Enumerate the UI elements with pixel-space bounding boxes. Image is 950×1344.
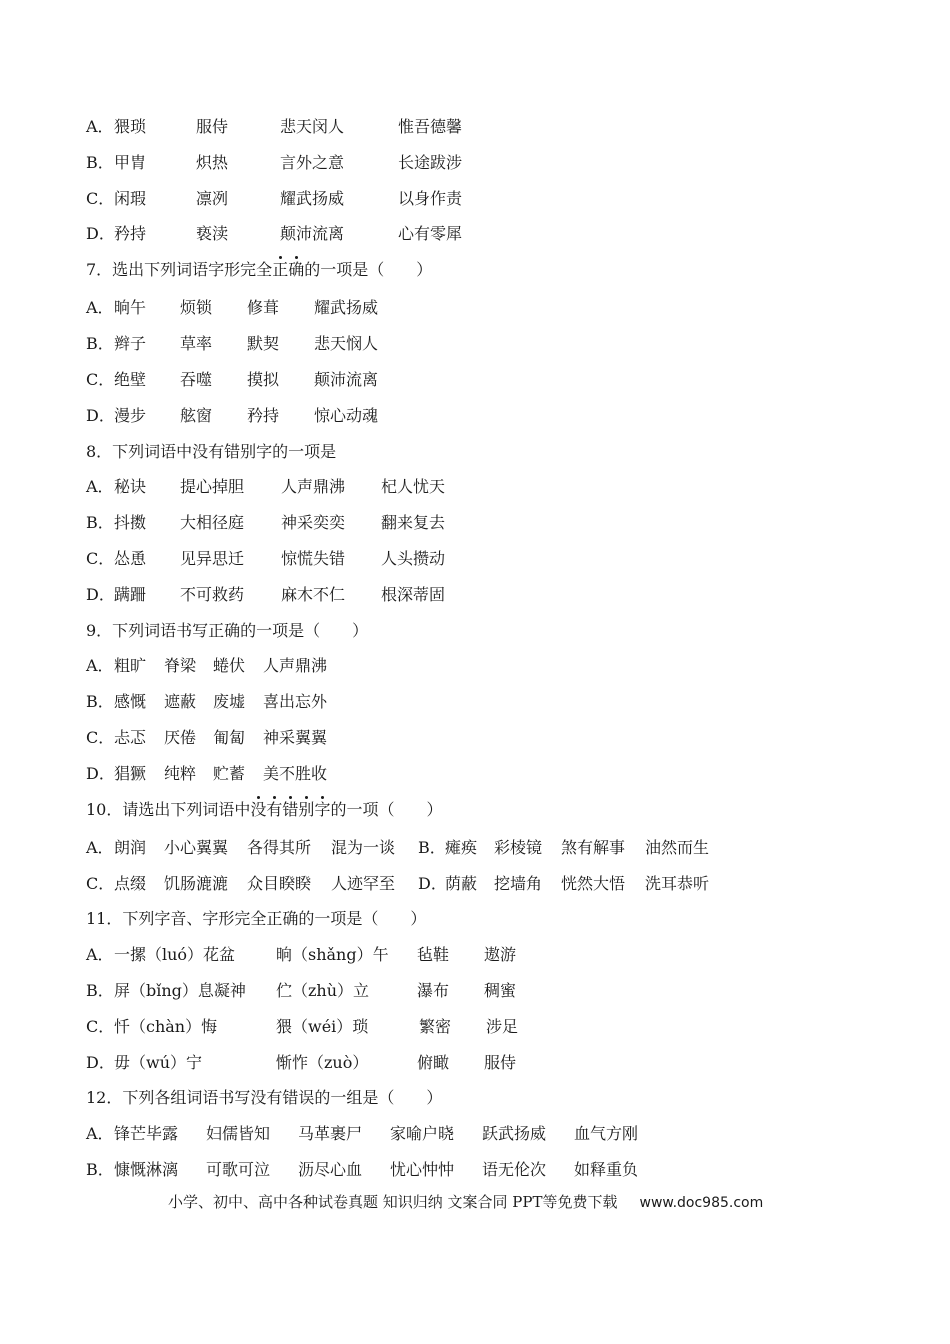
option-word: 屏（bǐng）息凝神 bbox=[114, 981, 246, 1000]
option-word: 瀑布 bbox=[417, 981, 450, 1000]
option-word: 喜出忘外 bbox=[263, 692, 328, 711]
option-word: 语无伦次 bbox=[482, 1160, 547, 1179]
option-word: 毋（wú）宁 bbox=[114, 1053, 203, 1072]
emphasis-char: 有 bbox=[266, 800, 283, 819]
option-word: 不可救药 bbox=[180, 585, 245, 604]
option-letter: A． bbox=[86, 945, 114, 964]
q10-stem bbox=[86, 797, 442, 823]
option-letter: C． bbox=[86, 189, 115, 208]
option-word: 蹒跚 bbox=[114, 585, 147, 604]
emphasis-char: 字 bbox=[314, 800, 331, 819]
option-word: 辫子 bbox=[114, 334, 147, 353]
option-word: 洗耳恭听 bbox=[645, 874, 710, 893]
option-letter: B． bbox=[86, 334, 114, 353]
option-word: 如释重负 bbox=[574, 1160, 639, 1179]
footer-site-link[interactable]: www.doc985.com bbox=[639, 1195, 764, 1211]
option-word: 晌午 bbox=[114, 298, 147, 317]
option-word: 根深蒂固 bbox=[381, 585, 446, 604]
option-letter: A． bbox=[86, 477, 114, 496]
option-word: 惊心动魂 bbox=[314, 406, 379, 425]
option-word: 厌倦 bbox=[164, 728, 197, 747]
option-word: 舷窗 bbox=[180, 406, 213, 425]
option-word: 服侍 bbox=[484, 1053, 517, 1072]
option-word: 慷慨淋漓 bbox=[114, 1160, 179, 1179]
option-word: 提心掉胆 bbox=[180, 477, 245, 496]
option-word: 煞有解事 bbox=[561, 838, 626, 857]
option-word: 猥（wéi）琐 bbox=[276, 1017, 369, 1036]
option-word: 耀武扬威 bbox=[280, 189, 345, 208]
option-word: 涉足 bbox=[486, 1017, 519, 1036]
option-word: 可歌可泣 bbox=[206, 1160, 271, 1179]
option-word: 炽热 bbox=[196, 153, 229, 172]
option-letter: D． bbox=[86, 224, 115, 243]
question-text: 的一项是（ ） bbox=[304, 260, 433, 279]
option-word: 颠沛流离 bbox=[314, 370, 379, 389]
option-word: 蜷伏 bbox=[213, 656, 246, 675]
option-letter: D． bbox=[86, 1053, 115, 1072]
option-word: 言外之意 bbox=[280, 153, 345, 172]
option-word: 脊梁 bbox=[164, 656, 197, 675]
option-word: 人头攒动 bbox=[381, 549, 446, 568]
option-word: 抖擞 bbox=[114, 513, 147, 532]
option-word: 血气方刚 bbox=[574, 1124, 639, 1143]
option-word: 人声鼎沸 bbox=[281, 477, 346, 496]
option-word: 饥肠漉漉 bbox=[164, 874, 229, 893]
option-word: 默契 bbox=[247, 334, 280, 353]
option-word: 遮蔽 bbox=[164, 692, 197, 711]
option-word: 惭怍（zuò） bbox=[276, 1053, 369, 1072]
question-text: 7．选出下列词语字形完全 bbox=[86, 260, 273, 279]
option-word: 惊慌失错 bbox=[281, 549, 346, 568]
option-letter: A． bbox=[86, 838, 114, 857]
option-word: 闲瑕 bbox=[114, 189, 147, 208]
option-word: 油然而生 bbox=[645, 838, 710, 857]
option-word: 跃武扬威 bbox=[482, 1124, 547, 1143]
option-word: 混为一谈 bbox=[331, 838, 396, 857]
option-word: 翻来复去 bbox=[381, 513, 446, 532]
emphasis-char: 确 bbox=[288, 260, 305, 279]
option-word: 一摞（luó）花盆 bbox=[114, 945, 236, 964]
option-word: 悲天悯人 bbox=[314, 334, 379, 353]
option-letter: A． bbox=[86, 298, 114, 317]
option-word: 贮蓄 bbox=[213, 764, 246, 783]
option-word: 粗旷 bbox=[114, 656, 147, 675]
option-word: 漫步 bbox=[114, 406, 147, 425]
q8-stem: 8．下列词语中没有错别字的一项是 bbox=[86, 442, 337, 461]
option-word: 锋芒毕露 bbox=[114, 1124, 179, 1143]
option-word: 荫蔽 bbox=[445, 874, 478, 893]
option-word: 恍然大悟 bbox=[561, 874, 626, 893]
option-word: 悲天闵人 bbox=[280, 117, 345, 136]
option-word: 心有零犀 bbox=[398, 224, 463, 243]
option-letter: B． bbox=[86, 153, 114, 172]
option-word: 杞人忧天 bbox=[381, 477, 446, 496]
option-letter: C． bbox=[86, 1017, 115, 1036]
option-word: 美不胜收 bbox=[263, 764, 328, 783]
option-word: 忐忑 bbox=[114, 728, 147, 747]
option-word: 匍匐 bbox=[213, 728, 246, 747]
option-word: 耀武扬威 bbox=[314, 298, 379, 317]
option-letter: B． bbox=[86, 1160, 114, 1179]
option-word: 麻木不仁 bbox=[281, 585, 346, 604]
question-text: 10．请选出下列词语中 bbox=[86, 800, 251, 819]
option-word: 家喻户晓 bbox=[390, 1124, 455, 1143]
option-word: 秘诀 bbox=[114, 477, 147, 496]
option-letter: B． bbox=[86, 981, 114, 1000]
option-word: 神采翼翼 bbox=[263, 728, 328, 747]
option-word: 挖墙角 bbox=[494, 874, 543, 893]
option-word: 忧心忡忡 bbox=[390, 1160, 455, 1179]
option-word: 各得其所 bbox=[247, 838, 312, 857]
option-word: 吞噬 bbox=[180, 370, 213, 389]
option-letter: D． bbox=[86, 585, 115, 604]
option-word: 忏（chàn）悔 bbox=[114, 1017, 218, 1036]
option-word: 草率 bbox=[180, 334, 213, 353]
option-letter: B． bbox=[86, 692, 114, 711]
option-word: 妇儒皆知 bbox=[206, 1124, 271, 1143]
option-letter: A． bbox=[86, 117, 114, 136]
option-letter: D． bbox=[418, 874, 447, 893]
option-word: 凛冽 bbox=[196, 189, 229, 208]
page-footer bbox=[168, 1190, 763, 1214]
q9-stem: 9．下列词语书写正确的一项是（ ） bbox=[86, 621, 369, 640]
option-letter: D． bbox=[86, 406, 115, 425]
option-letter: A． bbox=[86, 1124, 114, 1143]
option-word: 颠沛流离 bbox=[280, 224, 345, 243]
option-letter: C． bbox=[86, 728, 115, 747]
option-word: 神采奕奕 bbox=[281, 513, 346, 532]
option-word: 沥尽心血 bbox=[298, 1160, 363, 1179]
option-word: 纯粹 bbox=[164, 764, 197, 783]
emphasis-char: 正 bbox=[272, 260, 289, 279]
option-word: 马革裹尸 bbox=[298, 1124, 363, 1143]
option-word: 怂恿 bbox=[114, 549, 147, 568]
option-letter: A． bbox=[86, 656, 114, 675]
emphasis-dotted-text bbox=[250, 800, 330, 819]
option-word: 烦锁 bbox=[180, 298, 213, 317]
option-letter: C． bbox=[86, 370, 115, 389]
option-word: 人迹罕至 bbox=[331, 874, 396, 893]
q11-stem: 11．下列字音、字形完全正确的一项是（ ） bbox=[86, 909, 427, 928]
option-word: 彩棱镜 bbox=[494, 838, 543, 857]
option-word: 摸拟 bbox=[247, 370, 280, 389]
option-letter: C． bbox=[86, 549, 115, 568]
option-word: 点缀 bbox=[114, 874, 147, 893]
option-word: 亵渎 bbox=[196, 224, 229, 243]
option-word: 毡鞋 bbox=[417, 945, 450, 964]
option-letter: C． bbox=[86, 874, 115, 893]
option-word: 长途跋涉 bbox=[398, 153, 463, 172]
option-word: 矜持 bbox=[247, 406, 280, 425]
option-word: 猥琐 bbox=[114, 117, 147, 136]
option-word: 人声鼎沸 bbox=[263, 656, 328, 675]
option-word: 惟吾德馨 bbox=[398, 117, 463, 136]
option-word: 晌（shǎng）午 bbox=[276, 945, 389, 964]
option-word: 大相径庭 bbox=[180, 513, 245, 532]
option-word: 繁密 bbox=[419, 1017, 452, 1036]
option-word: 甲胄 bbox=[114, 153, 147, 172]
option-word: 朗润 bbox=[114, 838, 147, 857]
emphasis-char: 别 bbox=[298, 800, 315, 819]
option-word: 伫（zhù）立 bbox=[276, 981, 370, 1000]
option-word: 遨游 bbox=[484, 945, 517, 964]
option-word: 见异思迁 bbox=[180, 549, 245, 568]
option-word: 矜持 bbox=[114, 224, 147, 243]
option-letter: D． bbox=[86, 764, 115, 783]
option-word: 猖獗 bbox=[114, 764, 147, 783]
option-word: 废墟 bbox=[213, 692, 246, 711]
option-letter: B． bbox=[418, 838, 446, 857]
footer-text: 小学、初中、高中各种试卷真题 知识归纳 文案合同 PPT等免费下载 bbox=[168, 1193, 618, 1211]
option-word: 稠蜜 bbox=[484, 981, 517, 1000]
option-word: 以身作责 bbox=[398, 189, 463, 208]
option-letter: B． bbox=[86, 513, 114, 532]
option-word: 感慨 bbox=[114, 692, 147, 711]
option-word: 修葺 bbox=[247, 298, 280, 317]
option-word: 瘫痪 bbox=[445, 838, 478, 857]
emphasis-dotted-text bbox=[272, 260, 304, 279]
emphasis-char: 错 bbox=[282, 800, 299, 819]
option-word: 众目睽睽 bbox=[247, 874, 312, 893]
option-word: 俯瞰 bbox=[417, 1053, 450, 1072]
q12-stem: 12．下列各组词语书写没有错误的一组是（ ） bbox=[86, 1088, 443, 1107]
emphasis-char: 没 bbox=[250, 800, 267, 819]
option-word: 服侍 bbox=[196, 117, 229, 136]
question-text: 的一项（ ） bbox=[330, 800, 443, 819]
q7-stem bbox=[86, 257, 432, 283]
option-word: 绝壁 bbox=[114, 370, 147, 389]
option-word: 小心翼翼 bbox=[164, 838, 229, 857]
